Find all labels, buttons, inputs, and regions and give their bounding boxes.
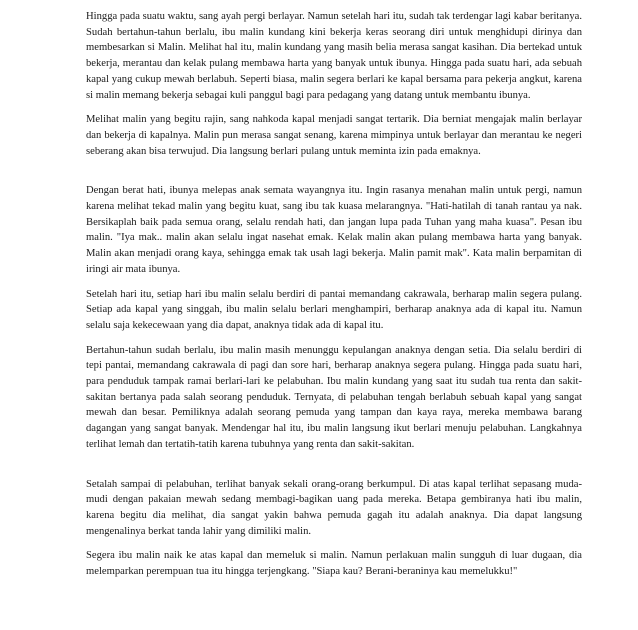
paragraph-5: Bertahun-tahun sudah berlalu, ibu malin masih menunggu kepulangan anaknya dengan setia. Dia selalu berdiri di tepi pantai, memandang cakrawala di pagi dan sore hari, berharap anaknya segera pulang. Hingga pada suatu hari, para penduduk tampak ramai berlari-lari ke pelabuhan. Ibu malin kundang yang saat itu sudah tua renta dan sakit-sakitan bertanya pada salah seorang penduduk. Ternyata, di pelabuhan tengah berlabuh sebuah kapal yang sangat mewah dan besar. Pemiliknya adalah seorang pemuda yang tampan dan kaya raya, mereka membawa barang dagangan yang sangat banyak. Mendengar hal itu, ibu malin langsung ikut berlari menuju pelabuhan. Langkahnya terlihat lemah dan tertatih-tatih karena tubuhnya yang renta dan sakit-sakitan. — [86, 344, 582, 450]
paragraph-1: Hingga pada suatu waktu, sang ayah pergi berlayar. Namun setelah hari itu, sudah tak terdengar lagi kabar beritanya. Sudah bertahun-tahun berlalu, ibu malin kundang kini bekerja keras seorang diri untuk menghidupi dirinya dan membesarkan si Malin. Melihat hal itu, malin kundang yang masih belia merasa sangat kasihan. Dia bertekad untuk bekerja, merantau dan kelak pulang membawa harta yang banyak untuk ibunya. Hingga pada suatu hari, ada sebuah kapal yang cukup mewah berlabuh. Seperti biasa, malin segera berlari ke kapal bersama para pekerja angkut, karena si malin memang bekerja sebagai kuli panggul bagi para pedagang yang datang untuk membantu ibunya. — [86, 11, 582, 101]
paragraph-2: Melihat malin yang begitu rajin, sang nahkoda kapal menjadi sangat tertarik. Dia berniat mengajak malin berlayar dan bekerja di kapalnya. Malin pun merasa sangat senang, karena mimpinya untuk berlayar dan merantau ke negeri seberang akan bisa terwujud. Dia langsung berlari pulang untuk meminta izin pada emaknya. — [86, 114, 582, 157]
paragraph-3: Dengan berat hati, ibunya melepas anak semata wayangnya itu. Ingin rasanya menahan malin untuk pergi, namun karena melihat tekad malin yang begitu kuat, sang ibu tak kuasa melarangnya. "Hati-hatilah di tanah rantau ya nak. Bersikaplah baik pada semua orang, selalu rendah hati, dan jangan lupa pada Tuhan yang maha kuasa". Pesan ibu malin. "Iya mak.. malin akan selalu ingat nasehat emak. Kelak malin akan pulang membawa harta yang banyak. Malin akan menjadi orang kaya, sehingga emak tak usah lagi bekerja. Malin pamit mak". Kata malin berpamitan di iringi air mata ibunya. — [86, 185, 582, 275]
paragraph-6: Setalah sampai di pelabuhan, terlihat banyak sekali orang-orang berkumpul. Di atas kapal terlihat sepasang muda-mudi dengan pakaian mewah sedang membagi-bagikan uang pada mereka. Betapa gembiranya hati ibu malin, karena begitu dia melihat, dia sangat yakin bahwa pemuda gagah itu adalah anaknya. Dia dapat langsung mengenalinya berkat tanda lahir yang dimiliki malin. — [86, 478, 582, 537]
document-page — [86, 9, 582, 589]
paragraph-7: Segera ibu malin naik ke atas kapal dan memeluk si malin. Namun perlakuan malin sungguh di luar dugaan, dia melemparkan perempuan tua itu hingga terjengkang. "Siapa kau? Berani-beraninya kau memelukku!" — [86, 550, 582, 578]
paragraph-4: Setelah hari itu, setiap hari ibu malin selalu berdiri di pantai memandang cakrawala, berharap malin segera pulang. Setiap ada kapal yang singgah, ibu malin selalu berlari menghampiri, berharap anaknya ada di kapal itu. Namun selalu saja kekecewaan yang dia dapat, anaknya tidak ada di kapal itu. — [86, 288, 582, 331]
